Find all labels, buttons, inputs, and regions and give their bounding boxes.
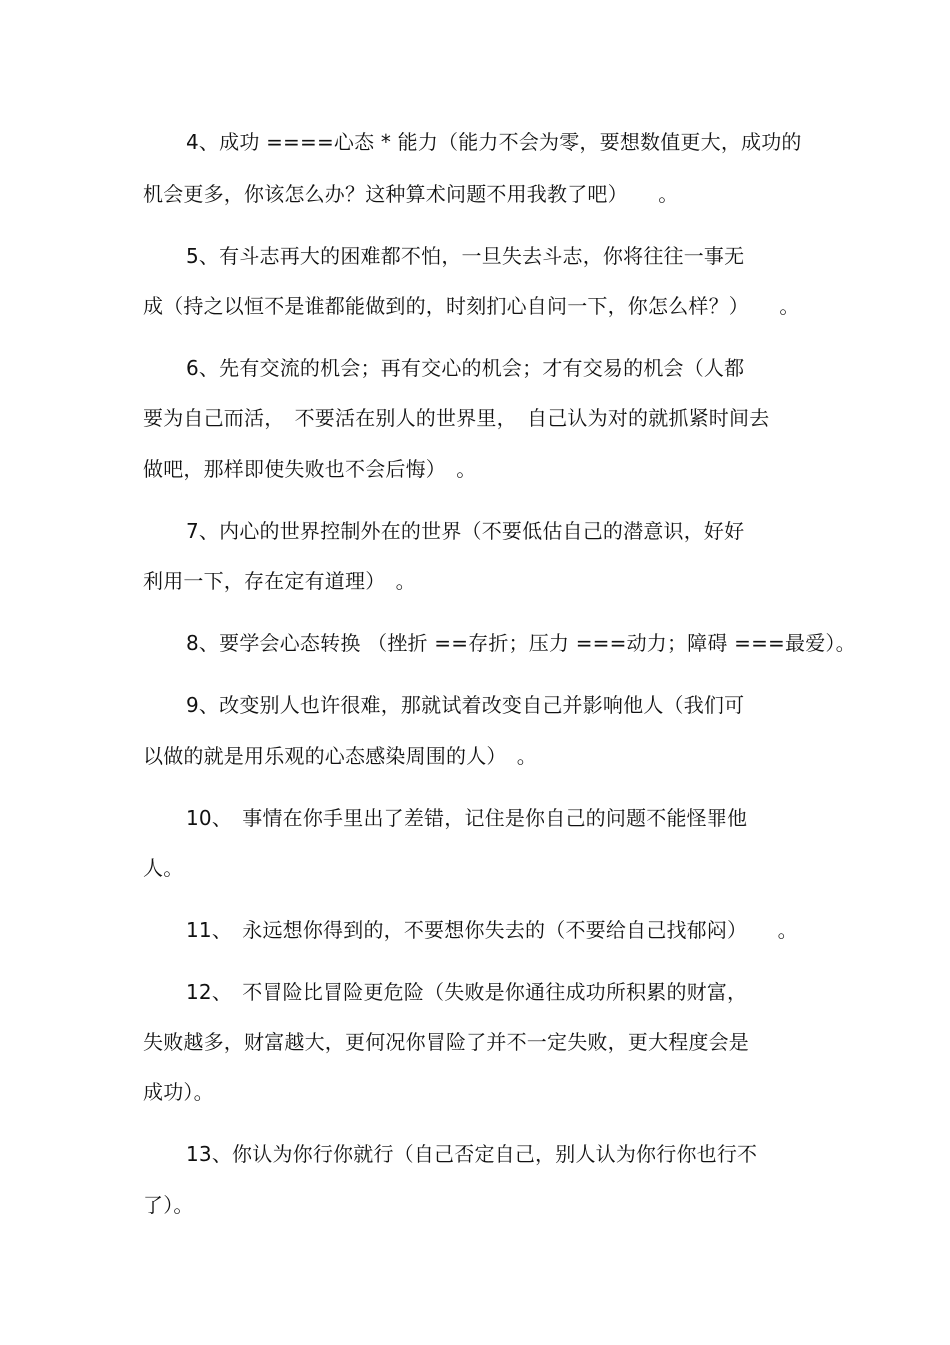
item-7-line-2: 利用一下，存在定有道理） 。: [143, 569, 416, 593]
item-13-line-1: 13、你认为你行你就行（自己否定自己，别人认为你行你也行不: [186, 1142, 758, 1166]
item-8-line-1: 8、要学会心态转换 （挫折 ==存折；压力 ===动力；障碍 ===最爱）。: [186, 631, 856, 655]
item-12-line-1: 12、 不冒险比冒险更危险（失败是你通往成功所积累的财富，: [186, 980, 748, 1004]
item-6-line-3: 做吧，那样即使失败也不会后悔） 。: [143, 457, 477, 481]
item-12-line-3: 成功）。: [143, 1080, 214, 1104]
item-11-line-1: 11、 永远想你得到的，不要想你失去的（不要给自己找郁闷） 。: [186, 918, 798, 942]
item-6-line-2: 要为自己而活， 不要活在别人的世界里， 自己认为对的就抓紧时间去: [143, 406, 770, 430]
item-4-line-2: 机会更多，你该怎么办？这种算术问题不用我教了吧） 。: [143, 182, 679, 206]
item-5-line-2: 成（持之以恒不是谁都能做到的，时刻扪心自问一下，你怎么样？） 。: [143, 294, 800, 318]
item-7-line-1: 7、内心的世界控制外在的世界（不要低估自己的潜意识，好好: [186, 519, 745, 543]
item-10-line-1: 10、 事情在你手里出了差错，记住是你自己的问题不能怪罪他: [186, 806, 748, 830]
item-9-line-1: 9、改变别人也许很难，那就试着改变自己并影响他人（我们可: [186, 693, 745, 717]
item-9-line-2: 以做的就是用乐观的心态感染周围的人） 。: [143, 744, 537, 768]
item-6-line-1: 6、先有交流的机会；再有交心的机会；才有交易的机会（人都: [186, 356, 745, 380]
item-5-line-1: 5、有斗志再大的困难都不怕，一旦失去斗志，你将往往一事无: [186, 244, 745, 268]
item-10-line-2: 人。: [143, 856, 184, 880]
item-12-line-2: 失败越多，财富越大，更何况你冒险了并不一定失败，更大程度会是: [143, 1030, 749, 1054]
item-13-line-2: 了）。: [143, 1193, 194, 1217]
item-4-line-1: 4、成功 ====心态 * 能力（能力不会为零，要想数值更大，成功的: [186, 130, 802, 154]
